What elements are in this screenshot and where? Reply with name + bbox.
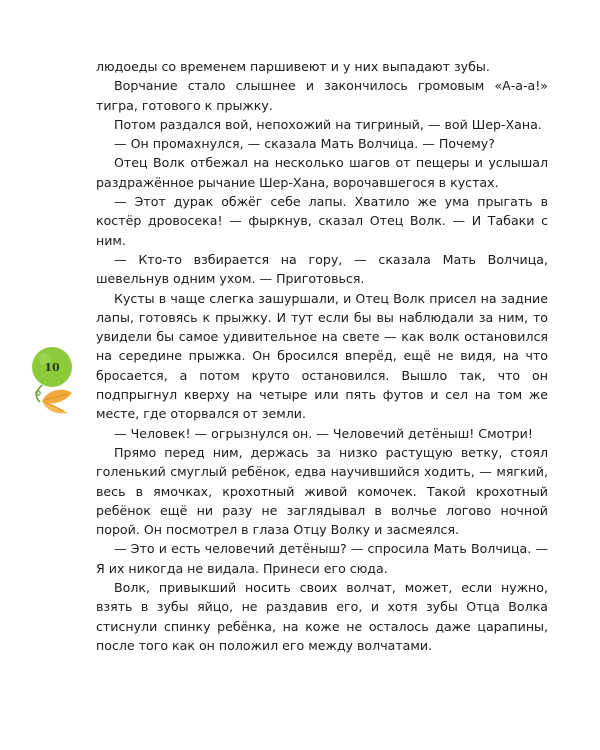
page-number: 10 (44, 361, 60, 374)
paragraph: Кусты в чаще слегка зашуршали, и Отец Волк присел на задние лапы, готовясь к прыжку. И тут если бы вы наблюдали за ним, то увидели бы самое удивительное на свете — как волк остановился на середине прыжка. Он бросился вперёд, ещё не видя, на что бросается, а потом круто остановился. Вышло так, что он подпрыгнул кверху на четыре или пять футов и сел на том же месте, где оторвался от земли. (96, 290, 548, 422)
leaf-decoration-icon (24, 345, 80, 415)
paragraph: Прямо перед ним, держась за низко растущую ветку, стоял голенький смуглый ребёнок, едва научившийся ходить, — мягкий, весь в ямочках, крохотный живой комочек. Такой крохотный ребёнок ещё ни разу не заглядывал в волчье логово ночной порой. Он посмотрел в глаза Отцу Волку и засмеялся. (96, 444, 548, 538)
paragraph: Ворчание стало слышнее и закончилось громовым «А-а-а!» тигра, готового к прыжку. (96, 78, 548, 113)
paragraph: — Он промахнулся, — сказала Мать Волчица. — Почему? (114, 136, 495, 152)
page-body-text (96, 57, 548, 655)
paragraph: — Этот дурак обжёг себе лапы. Хватило же ума прыгать в костёр дровосека! — фыркнув, сказал Отец Волк. — И Табаки с ним. (96, 194, 548, 248)
paragraph: — Человек! — огрызнулся он. — Человечий детёныш! Смотри! (114, 425, 533, 441)
paragraph: Волк, привыкший носить своих волчат, может, если нужно, взять в зубы яйцо, не раздавив его, и хотя зубы Отца Волка стиснули спинку ребёнка, на коже не осталось даже царапины, после того как он положил его между волчатами. (96, 580, 548, 653)
paragraph: Потом раздался вой, непохожий на тигриный, — вой Шер-Хана. (114, 116, 542, 132)
paragraph: — Кто-то взбирается на гору, — сказала Мать Волчица, шевельнув одним ухом. — Приготовься. (96, 251, 548, 287)
paragraph: людоеды со временем паршивеют и у них выпадают зубы. (96, 59, 490, 74)
page-number-badge (24, 345, 80, 415)
paragraph: — Это и есть человечий детёныш? — спросила Мать Волчица. — Я их никогда не видала. Принеси его сюда. (96, 541, 548, 576)
paragraph: Отец Волк отбежал на несколько шагов от пещеры и услышал раздражённое рычание Шер-Хана, ворочавшегося в кустах. (96, 155, 548, 190)
